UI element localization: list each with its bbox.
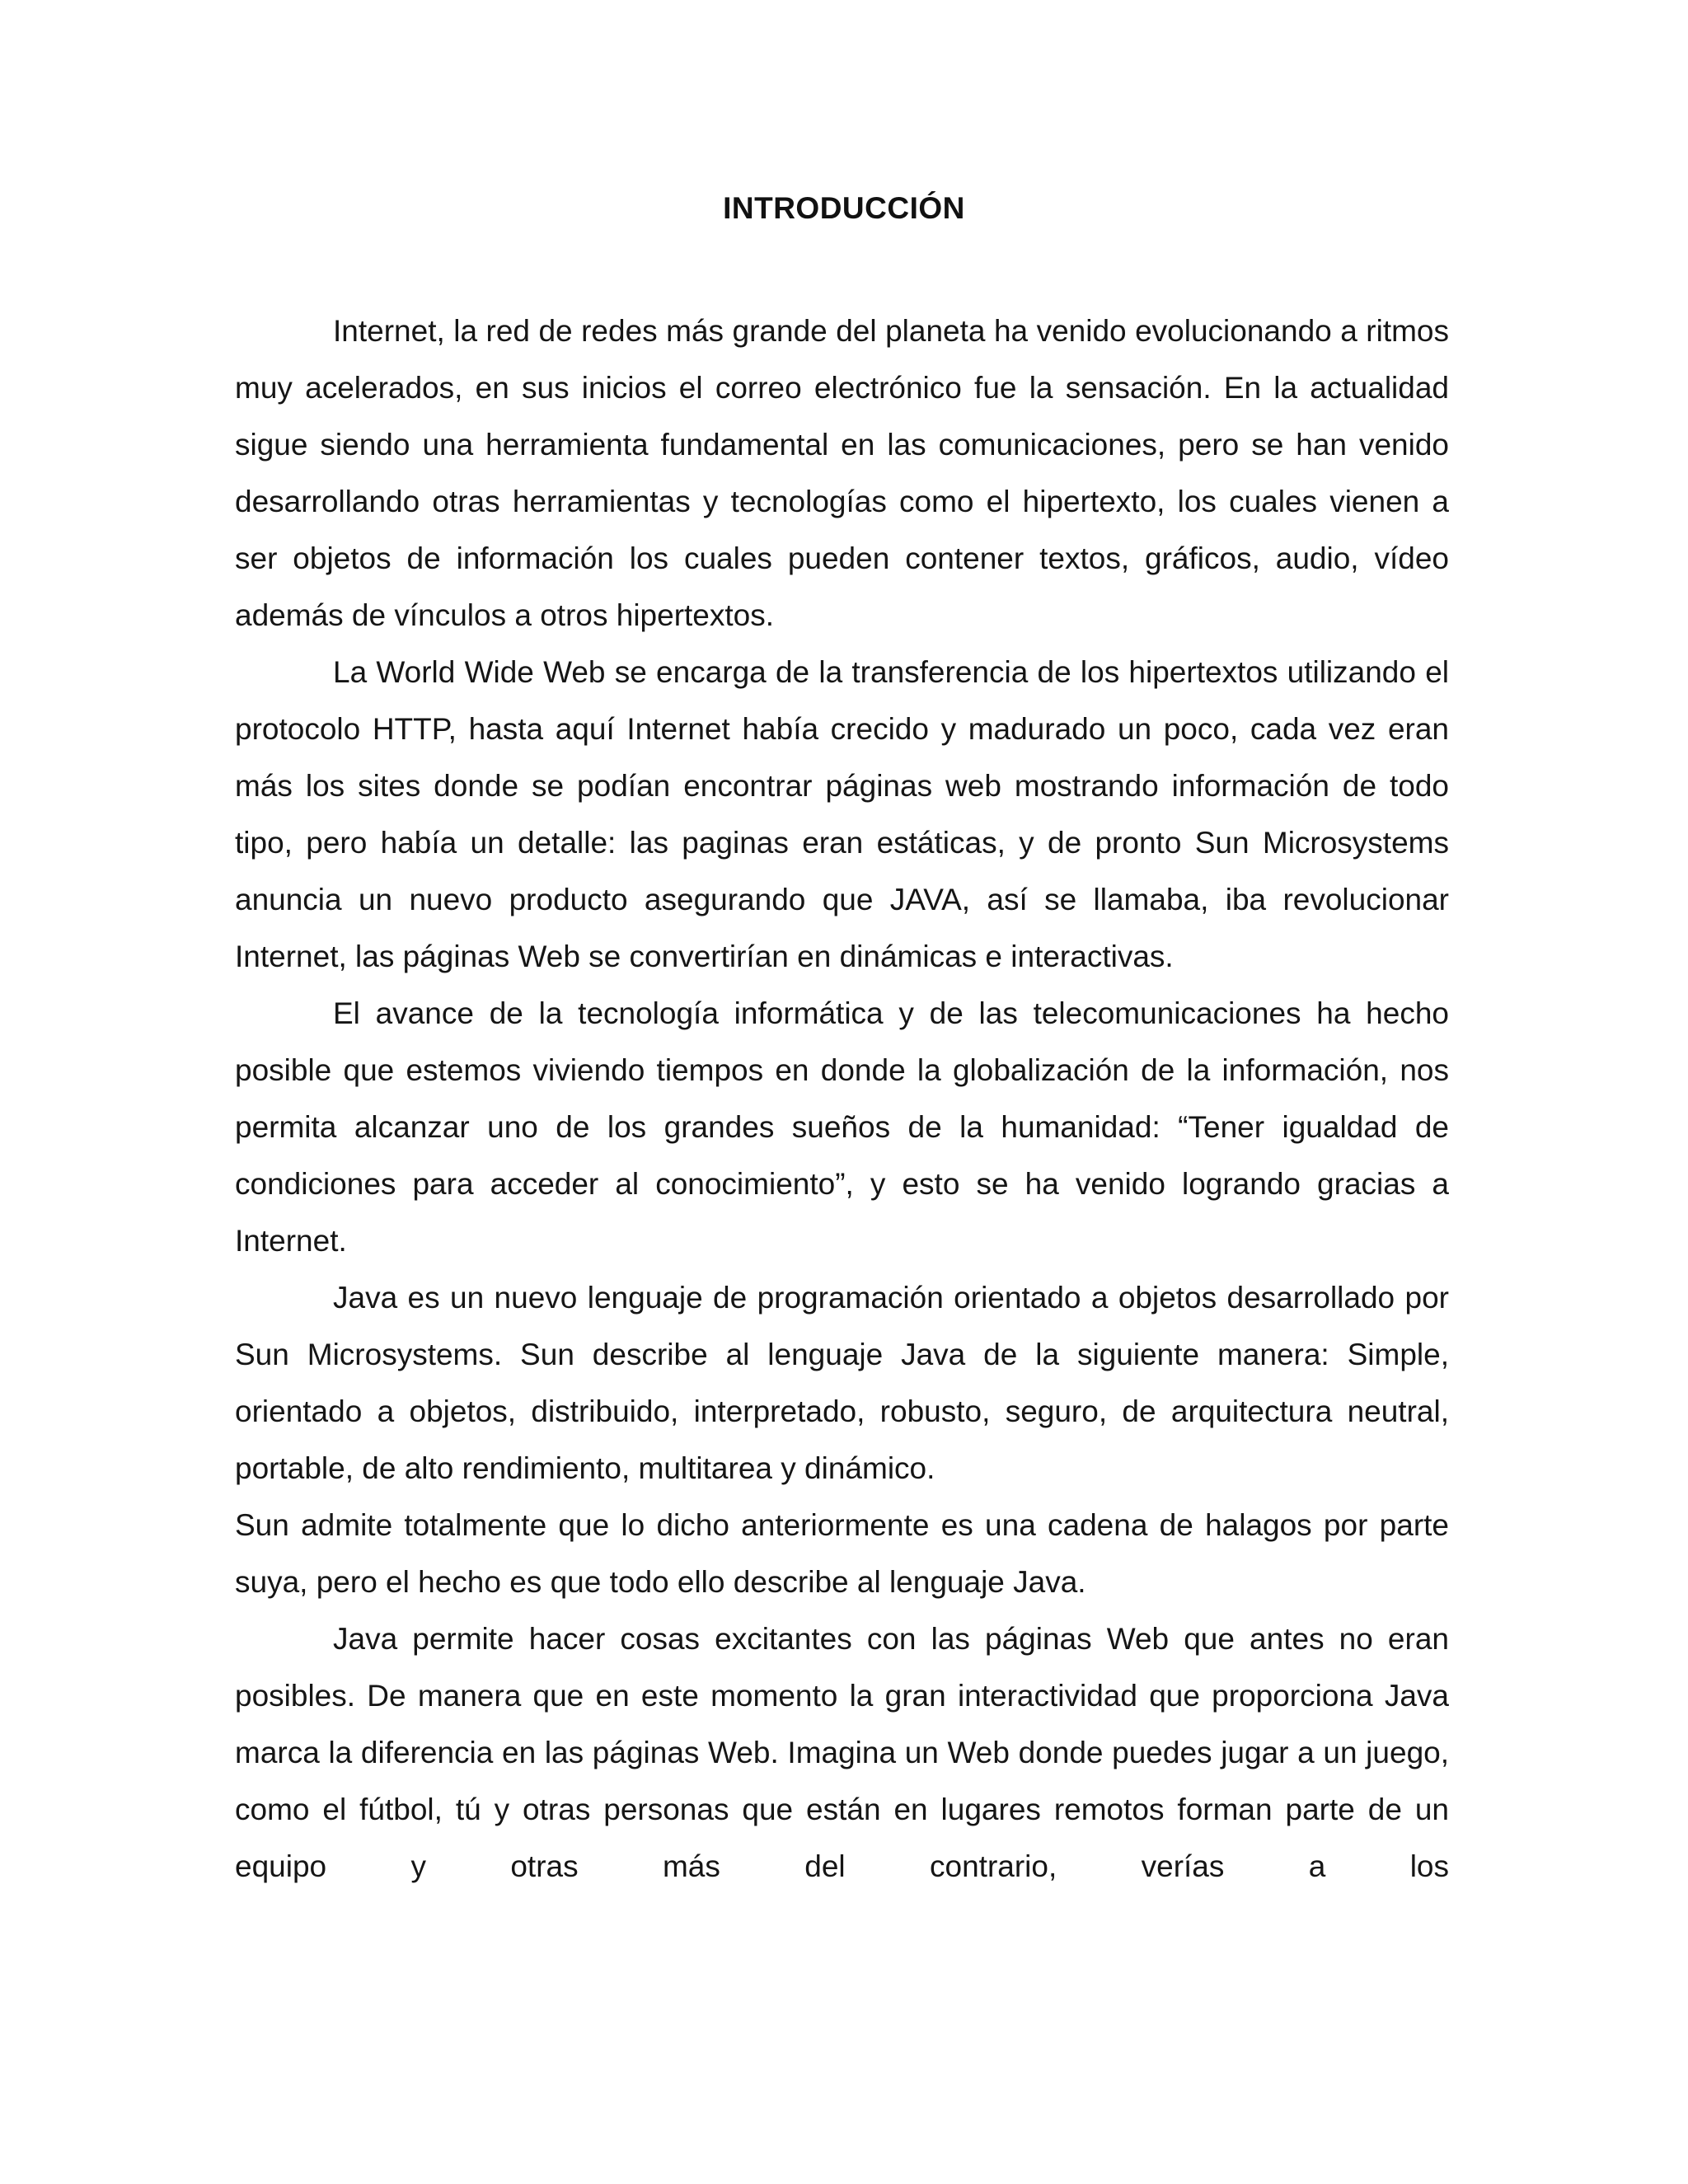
page-title: INTRODUCCIÓN (723, 191, 965, 225)
paragraph-java-language: Java es un nuevo lenguaje de programación orientado a objetos desarrollado por Sun Microsystems. Sun describe al lenguaje Java de la siguiente manera: Simple, orientado a objetos, distribuido, interpretado, robusto, seguro, de arquitectura neutral, portable, de alto rendimiento, multitarea y dinámico. (235, 1281, 1449, 1485)
document-body (235, 302, 1449, 1895)
paragraph-internet: Internet, la red de redes más grande del planeta ha venido evolucionando a ritmos muy acelerados, en sus inicios el correo electrónico fue la sensación. En la actualidad sigue siendo una herramienta fundamental en las comunicaciones, pero se han venido desarrollando otras herramientas y tecnologías como el hipertexto, los cuales vienen a ser objetos de información los cuales pueden contener textos, gráficos, audio, vídeo además de vínculos a otros hipertextos. (235, 314, 1449, 632)
paragraph-sun-admits: Sun admite totalmente que lo dicho anteriormente es una cadena de halagos por parte suya, pero el hecho es que todo ello describe al lenguaje Java. (235, 1508, 1449, 1599)
paragraph-technology-advance: El avance de la tecnología informática y de las telecomunicaciones ha hecho posible que estemos viviendo tiempos en donde la globalización de la información, nos permita alcanzar uno de los grandes sueños de la humanidad: “Tener igualdad de condiciones para acceder al conocimiento”, y esto se ha venido logrando gracias a Internet. (235, 996, 1449, 1258)
paragraph-java-web: Java permite hacer cosas excitantes con las páginas Web que antes no eran posibles. De manera que en este momento la gran interactividad que proporciona Java marca la diferencia en las páginas Web. Imagina un Web donde puedes jugar a un juego, como el fútbol, tú y otras personas que están en lugares remotos forman parte de un equipo y otras más del contrario, verías a los (235, 1622, 1449, 1883)
paragraph-world-wide-web: La World Wide Web se encarga de la transferencia de los hipertextos utilizando el protocolo HTTP, hasta aquí Internet había crecido y madurado un poco, cada vez eran más los sites donde se podían encontrar páginas web mostrando información de todo tipo, pero había un detalle: las paginas eran estáticas, y de pronto Sun Microsystems anuncia un nuevo producto asegurando que JAVA, así se llamaba, iba revolucionar Internet, las páginas Web se convertirían en dinámicas e interactivas. (235, 655, 1449, 973)
